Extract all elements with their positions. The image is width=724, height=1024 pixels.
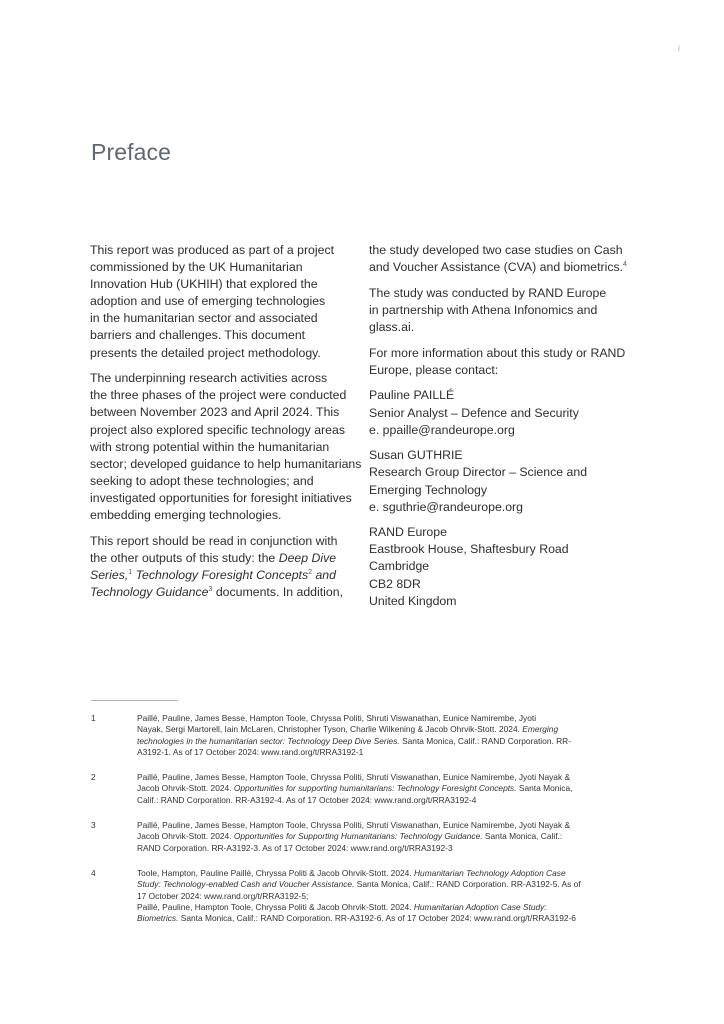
address-line: Cambridge (369, 559, 430, 574)
footnote-line: Paillé, Pauline, James Besse, Hampton Toole, Chryssa Politi, Shruti Viswanathan, Eunice Namirembe, Jyoti Nayak & (137, 820, 571, 831)
footnote-line (137, 736, 611, 747)
paragraph-case-studies (369, 242, 641, 276)
text-line: glass.ai. (369, 319, 415, 334)
text-line (369, 259, 641, 276)
text-line: seeking to adopt these technologies; and (90, 473, 314, 488)
and-word: and (315, 567, 336, 582)
contact-name: Pauline PAILLÉ (369, 388, 455, 403)
footnote-line (137, 868, 611, 879)
footnote-number: 2 (91, 772, 96, 783)
footnote-3 (91, 820, 611, 854)
citation-title: Study: Technology-enabled Cash and Voucher Assistance. (137, 879, 355, 890)
left-column (90, 242, 362, 610)
citation-title: technologies in the humanitarian sector: Technology Deep Dive Series. (137, 735, 400, 746)
text-line: Innovation Hub (UKHIH) that explored the (90, 277, 318, 292)
text-line (90, 550, 362, 567)
text-fragment: Nayak, Sergi Martorell, Iain McLaren, Christopher Tyson, Charlie Wilkening & Jacob Ohrvik-Stott. 2024. (137, 724, 520, 735)
deep-dive-title: Deep Dive (278, 550, 337, 565)
text-line: barriers and challenges. This document (90, 328, 306, 343)
paragraph-related-outputs (90, 533, 362, 601)
text-fragment: Jacob Ohrvik-Stott. 2024. (137, 783, 232, 794)
text-line: with strong potential within the humanitarian (90, 439, 330, 454)
text-line: presents the detailed project methodology. (90, 345, 321, 360)
text-line: This report was produced as part of a project (90, 243, 335, 257)
citation-title: Biometrics. (137, 913, 179, 924)
address-line: Eastbrook House, Shaftesbury Road (369, 542, 569, 557)
footnote-line: A3192-1. As of 17 October 2024: www.rand.org/t/RRA3192-1 (137, 746, 364, 757)
text-line: Europe, please contact: (369, 362, 499, 377)
text-line: adoption and use of emerging technologies (90, 294, 326, 309)
text-fragment: Toole, Hampton, Pauline Paillé, Chryssa Politi & Jacob Ohrvik-Stott. 2024. (137, 867, 412, 878)
citation-title: Emerging (522, 724, 559, 735)
footnote-text (137, 868, 611, 924)
paragraph-project-overview (90, 242, 362, 362)
contact-role: Senior Analyst – Defence and Security (369, 405, 579, 420)
text-fragment: Paillé, Pauline, Hampton Toole, Chryssa Politi & Jacob Ohrvik-Stott. 2024. (137, 901, 412, 912)
contact-email[interactable]: e. sguthrie@randeurope.org (369, 499, 523, 514)
text-line: in the humanitarian sector and associated (90, 311, 318, 326)
text-fragment: Santa Monica, Calif.: RAND Corporation. RR- (402, 735, 572, 746)
citation-title: Humanitarian Technology Adoption Case (413, 867, 566, 878)
footnote-text (137, 713, 611, 758)
deep-dive-title-cont: Series, (90, 567, 129, 582)
citation-title: Opportunities for supporting humanitarians: Technology Foresight Concepts. (233, 783, 517, 794)
contact-email[interactable]: e. ppaille@randeurope.org (369, 422, 515, 437)
footnote-number: 3 (91, 820, 96, 831)
text-line: between November 2023 and April 2024. This (90, 405, 340, 420)
footnote-line (137, 724, 611, 735)
text-line: embedding emerging technologies. (90, 508, 282, 522)
text-line: commissioned by the UK Humanitarian (90, 260, 303, 275)
text-fragment: documents. In addition, (215, 584, 343, 599)
footnote-line: Paillé, Pauline, James Besse, Hampton Toole, Chryssa Politi, Shruti Viswanathan, Eunice Namirembe, Jyoti Nayak & (137, 772, 571, 783)
footnote-ref-2[interactable]: 2 (308, 568, 313, 576)
footnote-number: 1 (91, 713, 96, 723)
citation-title: Opportunities for Supporting Humanitarians: Technology Guidance. (233, 831, 483, 842)
footnote-ref-4[interactable]: 4 (623, 261, 627, 268)
footnote-line: 17 October 2024: www.rand.org/t/RRA3192-5; (137, 890, 309, 901)
footnote-text (137, 820, 611, 854)
text-line (90, 567, 362, 584)
footnote-ref-1[interactable]: 1 (128, 568, 133, 576)
text-line: in partnership with Athena Infonomics and (369, 302, 598, 317)
contact-susan-guthrie (369, 447, 641, 515)
footnote-1 (91, 713, 611, 758)
text-line: the study developed two case studies on Cash (369, 243, 623, 257)
footnote-line (137, 783, 611, 794)
footnote-line (137, 831, 611, 842)
footnote-ref-3[interactable]: 3 (208, 585, 213, 593)
paragraph-research-activities (90, 370, 362, 524)
text-line: project also explored specific technology areas (90, 422, 345, 437)
footnote-text (137, 772, 611, 806)
address-line: United Kingdom (369, 593, 457, 608)
text-line: This report should be read in conjunction with (90, 533, 338, 548)
postal-address (369, 524, 641, 609)
citation-title: Humanitarian Adoption Case Study: (413, 901, 547, 912)
footnote-line: Paillé, Pauline, James Besse, Hampton Toole, Chryssa Politi, Shruti Viswanathan, Eunice Namirembe, Jyoti (137, 713, 537, 723)
paragraph-contact-intro (369, 345, 641, 379)
footnotes (91, 713, 611, 938)
contact-role: Emerging Technology (369, 482, 488, 497)
text-fragment: Jacob Ohrvik-Stott. 2024. (137, 831, 232, 842)
footnote-line: RAND Corporation. RR-A3192-3. As of 17 October 2024: www.rand.org/t/RRA3192-3 (137, 842, 453, 853)
contact-pauline-paille (369, 387, 641, 438)
address-line: CB2 8DR (369, 576, 421, 591)
text-line: The underpinning research activities across (90, 371, 328, 386)
text-fragment: and Voucher Assistance (CVA) and biometrics. (369, 260, 624, 275)
text-fragment: Santa Monica, Calif.: RAND Corporation. RR-A3192-6. As of 17 October 2024: www.rand.org/t/RRA3192-6 (180, 913, 576, 924)
footnote-4 (91, 868, 611, 924)
text-line: The study was conducted by RAND Europe (369, 285, 607, 300)
footnote-line (137, 913, 611, 924)
paragraph-partnership (369, 285, 641, 336)
text-line: sector; developed guidance to help humanitarians (90, 456, 362, 471)
technology-guidance-title: Technology Guidance (90, 584, 209, 599)
page-title: Preface (91, 139, 171, 165)
text-fragment: Santa Monica, Calif.: (484, 831, 563, 842)
text-fragment: Santa Monica, Calif.: RAND Corporation. RR-A3192-5. As of (356, 879, 581, 890)
contact-role: Research Group Director – Science and (369, 465, 588, 480)
foresight-concepts-title: Technology Foresight Concepts (135, 567, 309, 582)
contact-name: Susan GUTHRIE (369, 448, 463, 463)
text-line: the three phases of the project were conducted (90, 388, 347, 403)
footnote-divider (91, 700, 178, 701)
footnote-number: 4 (91, 867, 96, 878)
text-line: investigated opportunities for foresight initiatives (90, 490, 352, 505)
text-fragment: Santa Monica, (518, 783, 573, 794)
address-line: RAND Europe (369, 525, 447, 540)
footnote-line: Calif.: RAND Corporation. RR-A3192-4. As of 17 October 2024: www.rand.org/t/RRA3192-4 (137, 794, 477, 805)
footnote-line (137, 879, 611, 890)
footnote-2 (91, 772, 611, 806)
footnote-line (137, 902, 611, 913)
text-fragment: the other outputs of this study: the (90, 550, 276, 565)
page-number: i (678, 44, 680, 53)
right-column (369, 242, 641, 618)
text-line (90, 584, 362, 601)
text-line: For more information about this study or RAND (369, 345, 626, 360)
